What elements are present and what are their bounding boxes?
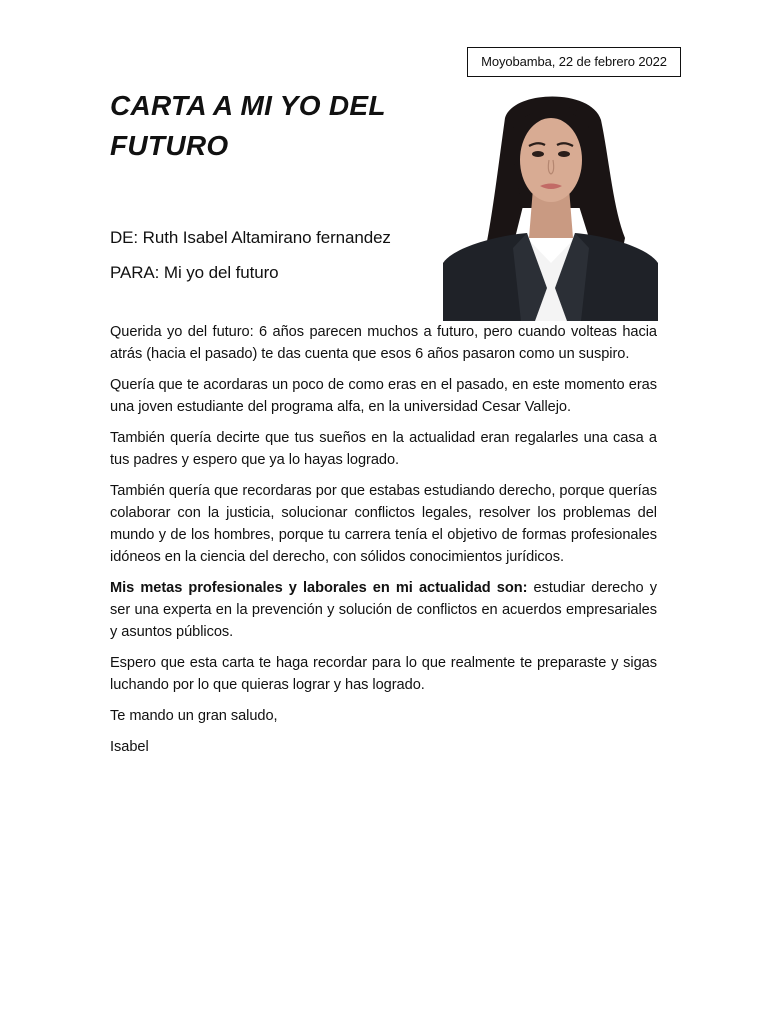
to-line: PARA: Mi yo del futuro [110, 263, 279, 282]
closing: Te mando un gran saludo, [110, 708, 278, 724]
paragraph-1: Querida yo del futuro: 6 años parecen muchos a futuro, pero cuando volteas hacia atrás (hacia el pasado) te das cuenta que esos 6 años pasaron como un suspiro. [110, 324, 657, 362]
paragraph-2: Quería que te acordaras un poco de como eras en el pasado, en este momento eras una joven estudiante del programa alfa, en la universidad Cesar Vallejo. [110, 377, 657, 415]
portrait-photo [443, 88, 658, 321]
signature: Isabel [110, 739, 149, 755]
letter-body [110, 321, 657, 767]
paragraph-5 [110, 577, 657, 643]
paragraph-6: Espero que esta carta te haga recordar para lo que realmente te preparaste y sigas luchando por lo que quieras lograr y has logrado. [110, 655, 657, 693]
paragraph-3: También quería decirte que tus sueños en la actualidad eran regalarles una casa a tus padres y espero que ya lo hayas logrado. [110, 430, 657, 468]
date-box: Moyobamba, 22 de febrero 2022 [467, 47, 681, 77]
letter-title: CARTA A MI YO DEL FUTURO [110, 90, 386, 161]
paragraph-4: También quería que recordaras por que estabas estudiando derecho, porque querías colaborar con la justicia, solucionar conflictos legales, resolver los problemas del mundo y de los hombres, porque tu carrera tenía el objetivo de formas profesionales idóneos en la ciencia del derecho, con sólidos conocimientos jurídicos. [110, 483, 657, 565]
paragraph-5-lead: Mis metas profesionales y laborales en mi actualidad son: [110, 580, 528, 596]
from-line: DE: Ruth Isabel Altamirano fernandez [110, 228, 391, 247]
paragraph-5-rest: estudiar derecho y ser una experta en la prevención y solución de conflictos en acuerdos empresariales y asuntos públicos. [110, 580, 658, 640]
